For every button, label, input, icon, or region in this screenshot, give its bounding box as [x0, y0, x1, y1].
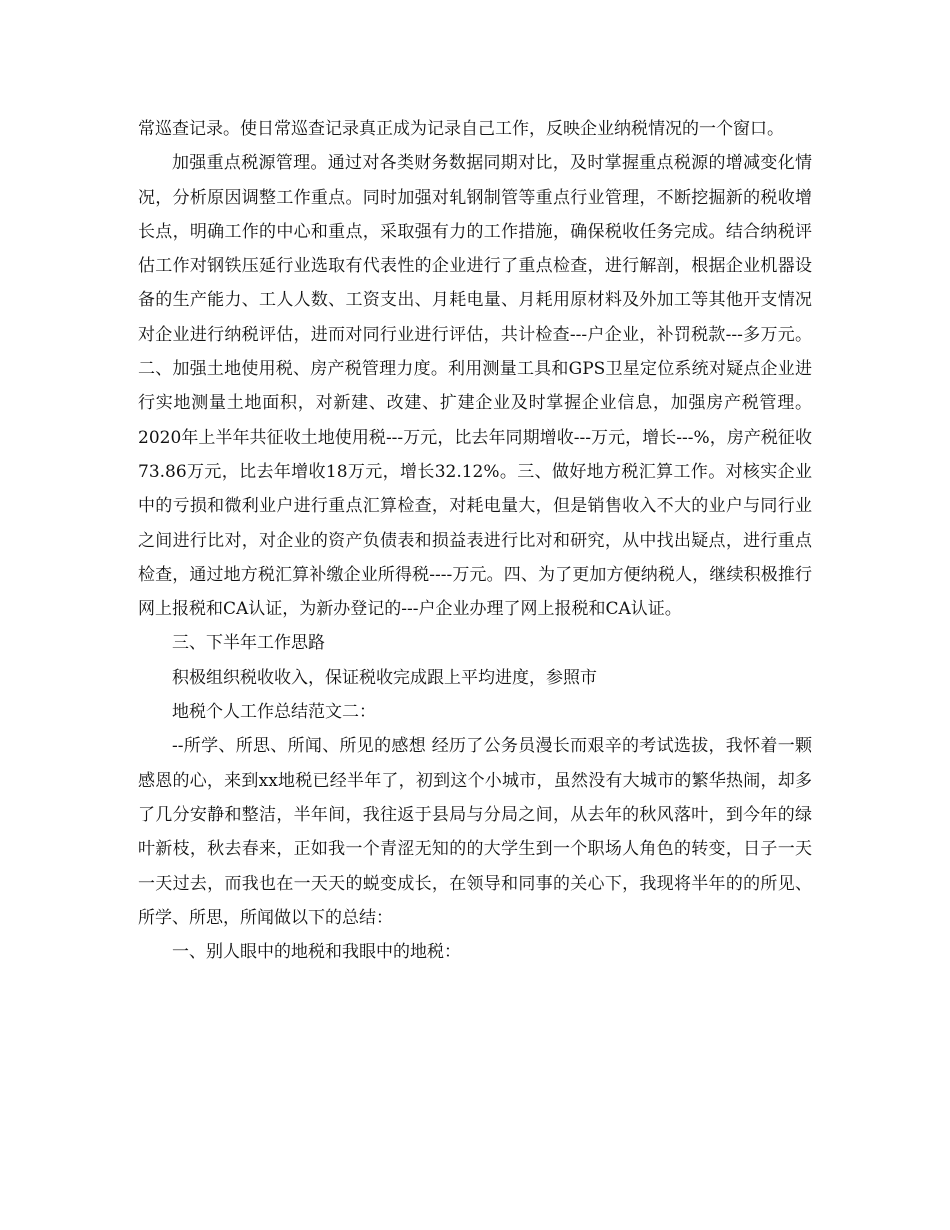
document-page	[138, 112, 812, 969]
paragraph-reflections: --所学、所思、所闻、所见的感想 经历了公务员漫长而艰辛的考试选拔，我怀着一颗感恩的心，来到xx地税已经半年了，初到这个小城市，虽然没有大城市的繁华热闹，却多了几分安静和整洁，半年间，我往返于县局与分局之间，从去年的秋风落叶，到今年的绿叶新枝，秋去春来，正如我一个青涩无知的的大学生到一个职场人角色的转变，日子一天一天过去，而我也在一天天的蜕变成长，在领导和同事的关心下，我现将半年的的所见、所学、所思，所闻做以下的总结：	[138, 736, 812, 928]
paragraph-organize-revenue: 积极组织税收收入，保证税收完成跟上平均进度，参照市	[172, 667, 597, 688]
heading-local-tax-views: 一、别人眼中的地税和我眼中的地税：	[172, 942, 461, 963]
paragraph-key-tax-source: 加强重点税源管理。通过对各类财务数据同期对比，及时掌握重点税源的增减变化情况，分析原因调整工作重点。同时加强对轧钢制管等重点行业管理，不断挖掘新的税收增长点，明确工作的中心和重点，采取强有力的工作措施，确保税收任务完成。结合纳税评估工作对钢铁压延行业选取有代表性的企业进行了重点检查，进行解剖，根据企业机器设备的生产能力、工人人数、工资支出、月耗电量、月耗用原材料及外加工等其他开支情况对企业进行纳税评估，进而对同行业进行评估，共计检查---户企业，补罚税款---多万元。二、加强土地使用税、房产税管理力度。利用测量工具和GPS卫星定位系统对疑点企业进行实地测量土地面积，对新建、改建、扩建企业及时掌握企业信息，加强房产税管理。2020年上半年共征收土地使用税---万元，比去年同期增收---万元，增长---%，房产税征收73.86万元，比去年增收18万元，增长32.12%。三、做好地方税汇算工作。对核实企业中的亏损和微利业户进行重点汇算检查，对耗电量大，但是销售收入不大的业户与同行业之间进行比对，对企业的资产负债表和损益表进行比对和研究，从中找出疑点，进行重点检查，通过地方税汇算补缴企业所得税----万元。四、为了更加方便纳税人，继续积极推行网上报税和CA认证，为新办登记的---户企业办理了网上报税和CA认证。	[138, 153, 812, 620]
heading-sample-two: 地税个人工作总结范文二：	[172, 702, 376, 723]
paragraph-patrol-record: 常巡查记录。使日常巡查记录真正成为记录自己工作，反映企业纳税情况的一个窗口。	[138, 119, 784, 139]
heading-second-half-plan: 三、下半年工作思路	[172, 633, 325, 654]
